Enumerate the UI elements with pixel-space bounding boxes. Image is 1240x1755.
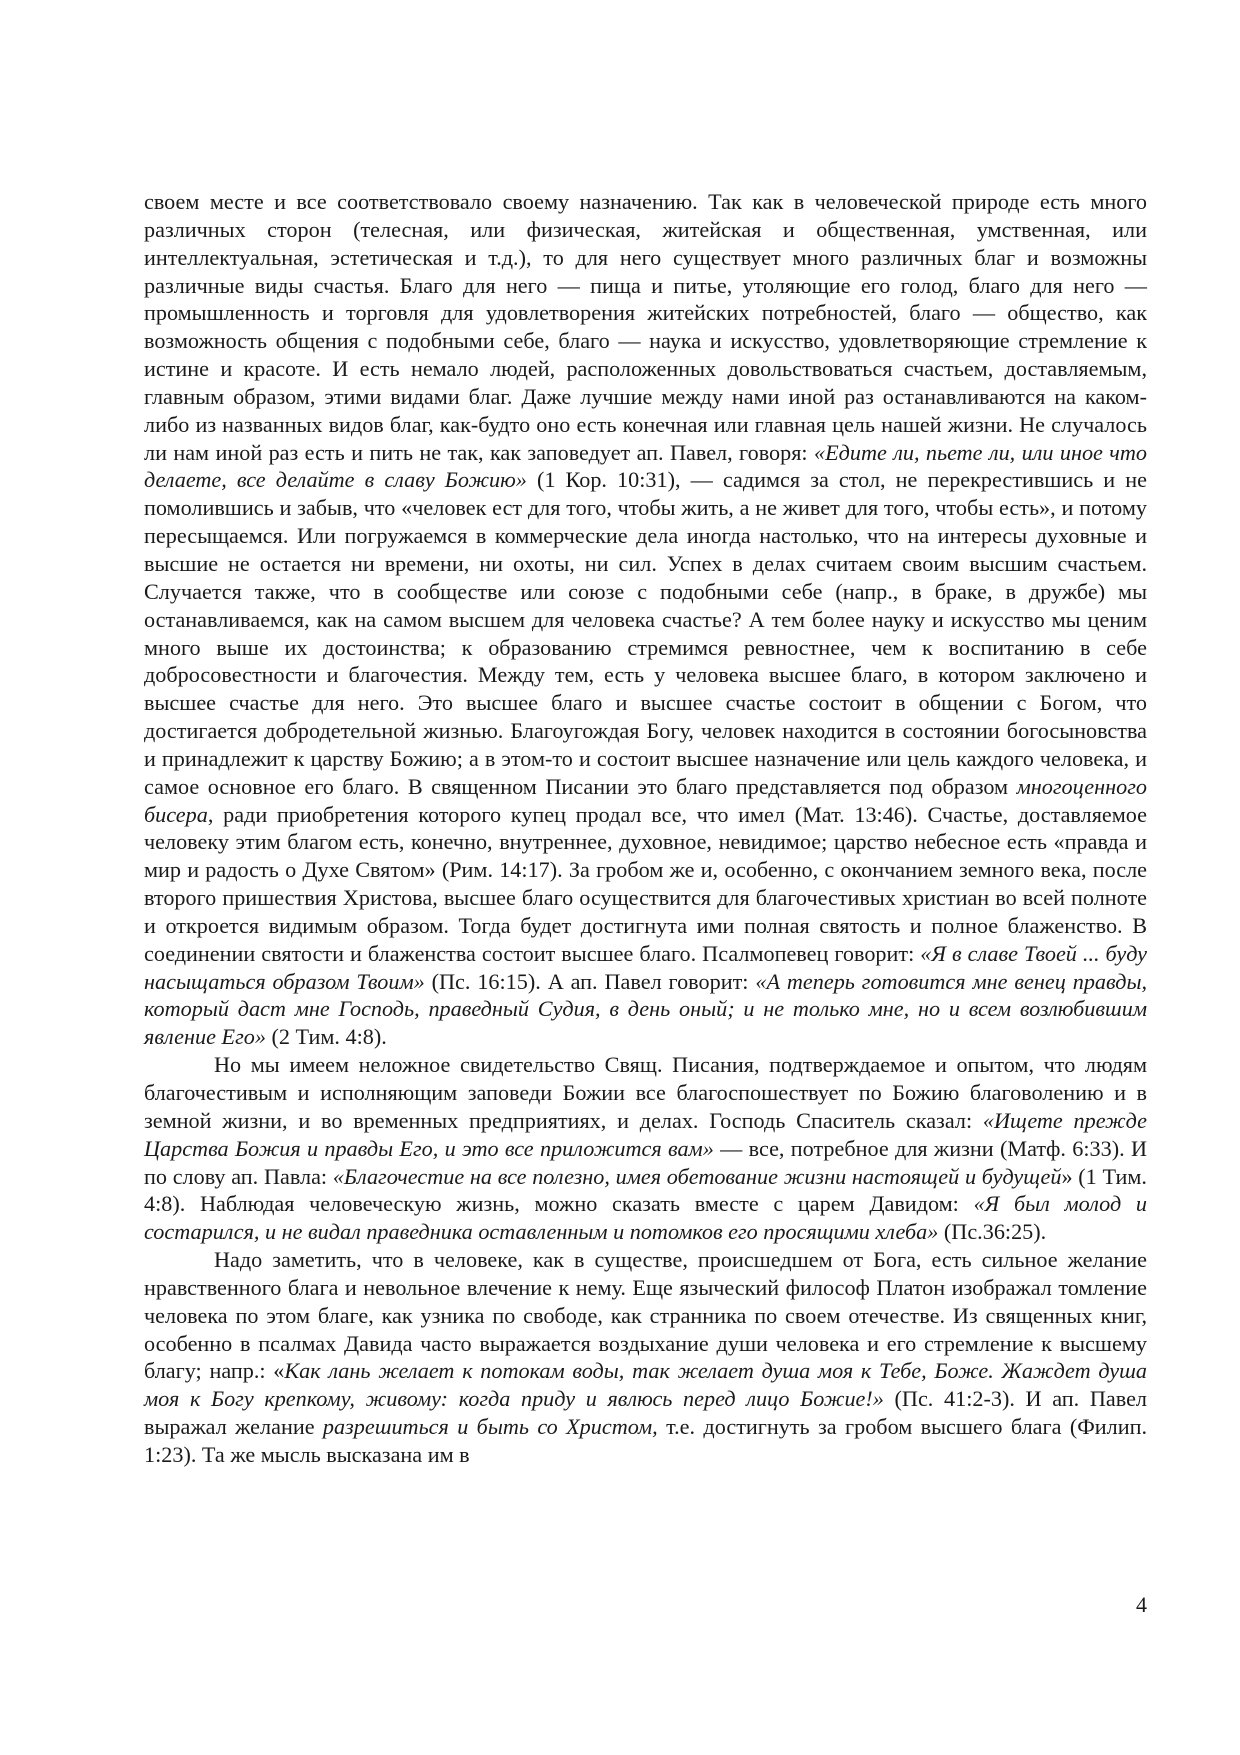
text-run: (Пс. 41:2-3). И ап. Павел выражал желание	[144, 1386, 1148, 1440]
emphasis-text: разрешиться и быть со Христом,	[322, 1414, 658, 1440]
scripture-quote: «Я был молод и состарился, и не видал праведника оставленным и потомков его просящими хлеба»	[144, 1191, 1147, 1245]
page-number: 4	[1136, 1592, 1147, 1617]
paragraph-1	[144, 188, 1147, 1051]
body-text	[144, 188, 1147, 1469]
text-run: — все, потребное для жизни (Матф. 6:33). И по слову ап. Павла:	[144, 1135, 1148, 1189]
scripture-quote: «Едите ли, пьете ли, или иное что делаете, все делайте в славу Божию»	[144, 439, 1147, 493]
scripture-quote: «Я в славе Твоей ... буду насыщаться образом Твоим»	[144, 940, 1147, 994]
scripture-quote: «Ищете прежде Царства Божия и правды Его, и это все приложится вам»	[144, 1107, 1148, 1161]
emphasis-text: многоценного бисера	[144, 773, 1147, 827]
text-run: т.е. достигнуть за гробом высшего блага (Филип. 1:23). Та же мысль высказана им в	[144, 1414, 1147, 1467]
text-run: » (1 Тим. 4:8). Наблюдая человеческую жизнь, можно сказать вместе с царем Давидом:	[144, 1163, 1147, 1217]
scripture-quote: «А теперь готовится мне венец правды, который даст мне Господь, праведный Судия, в день оный; и не только мне, но и всем возлюбившим явление Его»	[144, 968, 1148, 1050]
scripture-quote: «Благочестие на все полезно, имея обетование жизни настоящей и будущей	[332, 1163, 1062, 1189]
text-run: (Пс.36:25).	[938, 1219, 1047, 1245]
paragraph-2	[144, 1051, 1147, 1246]
text-run: Но мы имеем неложное свидетельство Свящ. Писания, подтверждаемое и опытом, что людям благочестивым и исполняющим заповеди Божии все благоспошествует по Божию благоволению и в земной жизни, и во временных предприятиях, и делах. Господь Спаситель сказал:	[144, 1052, 1147, 1133]
text-run: Надо заметить, что в человеке, как в существе, происшедшем от Бога, есть сильное желание нравственного блага и невольное влечение к нему. Еще языческий философ Платон изображал томление человека по этом благе, как узника по свободе, как странника по своем отечестве. Из священных книг, особенно в псалмах Давида часто выражается воздыхание души человека и его стремление к высшему благу; напр.: «	[144, 1247, 1147, 1384]
text-run: , ради приобретения которого купец продал все, что имел (Мат. 13:46). Счастье, доставляемое человеку этим благом есть, конечно, внутреннее, духовное, невидимое; царство небесное есть «правда и мир и радость о Духе Святом» (Рим. 14:17). За гробом же и, особенно, с окончанием земного века, после второго пришествия Христова, высшее благо осуществится для благочестивых христиан во всей полноте и откроется видимым образом. Тогда будет достигнута ими полная святость и полное блаженство. В соединении святости и блаженства состоит высшее благо. Псалмопевец говорит:	[144, 801, 1147, 966]
text-run: (2 Тим. 4:8).	[265, 1024, 387, 1050]
paragraph-3	[144, 1246, 1147, 1469]
scripture-quote: Как лань желает к потокам воды, так желает душа моя к Тебе, Боже. Жаждет душа моя к Богу крепкому, живому: когда приду и явлюсь перед лицо Божие!»	[144, 1358, 1147, 1412]
text-run: (Пс. 16:15). А ап. Павел говорит:	[424, 968, 756, 994]
text-run: (1 Кор. 10:31), — садимся за стол, не перекрестившись и не помолившись и забыв, что «человек ест для того, чтобы жить, а не живет для того, чтобы есть», и потому пересыщаемся. Или погружаемся в коммерческие дела иногда настолько, что на интересы духовные и высшие не остается ни времени, ни охоты, ни сил. Успех в делах считаем своим высшим счастьем. Случается также, что в сообществе или союзе с подобными себе (напр., в браке, в дружбе) мы останавливаемся, как на самом высшем для человека счастье? А тем более науку и искусство мы ценим много выше их достоинства; к образованию стремимся ревностнее, чем к воспитанию в себе добросовестности и благочестия. Между тем, есть у человека высшее благо, в котором заключено и высшее счастье для него. Это высшее благо и высшее счастье состоит в общении с Богом, что достигается добродетельной жизнью. Благоугождая Богу, человек находится в состоянии богосыновства и принадлежит к царству Божию; а в этом-то и состоит высшее назначение или цель каждого человека, и самое основное его благо. В священном Писании это благо представляется под образом	[144, 467, 1147, 799]
text-run: своем месте и все соответствовало своему назначению. Так как в человеческой природе есть много различных сторон (телесная, или физическая, житейская и общественная, умственная, или интеллектуальная, эстетическая и т.д.), то для него существует много различных благ и возможны различные виды счастья. Благо для него — пища и питье, утоляющие его голод, благо для него — промышленность и торговля для удовлетворения житейских потребностей, благо — общество, как возможность общения с подобными себе, благо — наука и искусство, удовлетворяющие стремление к истине и красоте. И есть немало людей, расположенных довольствоваться счастьем, доставляемым, главным образом, этими видами благ. Даже лучшие между нами иной раз останавливаются на каком-либо из названных видов благ, как-будто оно есть конечная или главная цель нашей жизни. Не случалось ли нам иной раз есть и пить не так, как заповедует ап. Павел, говоря:	[144, 189, 1147, 465]
